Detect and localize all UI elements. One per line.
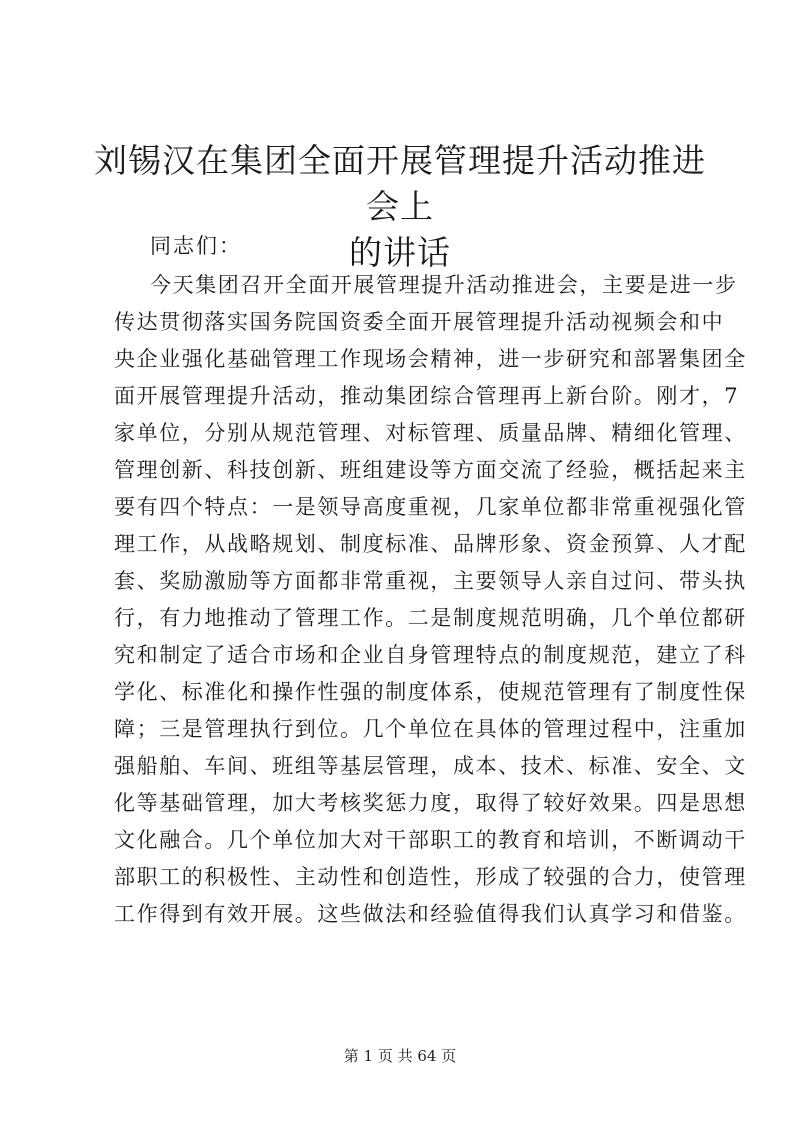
body-line: 文化融合。几个单位加大对干部职工的教育和培训，不断调动干 <box>114 828 747 852</box>
body-line: 管理创新、科技创新、班组建设等方面交流了经验，概括起来主 <box>114 458 747 482</box>
title-line-2: 的讲话 <box>349 233 451 272</box>
body-line: 究和制定了适合市场和企业自身管理特点的制度规范，建立了科 <box>114 643 747 667</box>
greeting: 同志们： <box>150 234 242 258</box>
body-paragraph <box>114 267 747 933</box>
title-line-1: 刘锡汉在集团全面开展管理提升活动推进会上 <box>94 141 706 226</box>
body-line: 部职工的积极性、主动性和创造性，形成了较强的合力，使管理 <box>114 865 747 889</box>
body-line: 传达贯彻落实国务院国资委全面开展管理提升活动视频会和中 <box>114 310 725 334</box>
body-line: 今天集团召开全面开展管理提升活动推进会，主要是进一步 <box>150 273 738 297</box>
body-line: 强船舶、车间、班组等基层管理，成本、技术、标准、安全、文 <box>114 754 747 778</box>
body-line: 理工作，从战略规划、制度标准、品牌形象、资金预算、人才配 <box>114 532 747 556</box>
body-line: 学化、标准化和操作性强的制度体系，使规范管理有了制度性保 <box>114 680 747 704</box>
body-line: 要有四个特点：一是领导高度重视，几家单位都非常重视强化管 <box>114 495 747 519</box>
body-line: 套、奖励激励等方面都非常重视，主要领导人亲自过问、带头执 <box>114 569 747 593</box>
body-line: 障；三是管理执行到位。几个单位在具体的管理过程中，注重加 <box>114 717 747 741</box>
body-line: 工作得到有效开展。这些做法和经验值得我们认真学习和借鉴。 <box>114 902 747 926</box>
body-line: 央企业强化基础管理工作现场会精神，进一步研究和部署集团全 <box>114 347 747 371</box>
body-line: 面开展管理提升活动，推动集团综合管理再上新台阶。刚才，7 <box>114 384 740 408</box>
body-line: 家单位，分别从规范管理、对标管理、质量品牌、精细化管理、 <box>114 421 747 445</box>
page-footer: 第 1 页 共 64 页 <box>343 1047 457 1065</box>
body-line: 化等基础管理，加大考核奖惩力度，取得了较好效果。四是思想 <box>114 791 747 815</box>
body-line: 行，有力地推动了管理工作。二是制度规范明确，几个单位都研 <box>114 606 747 630</box>
